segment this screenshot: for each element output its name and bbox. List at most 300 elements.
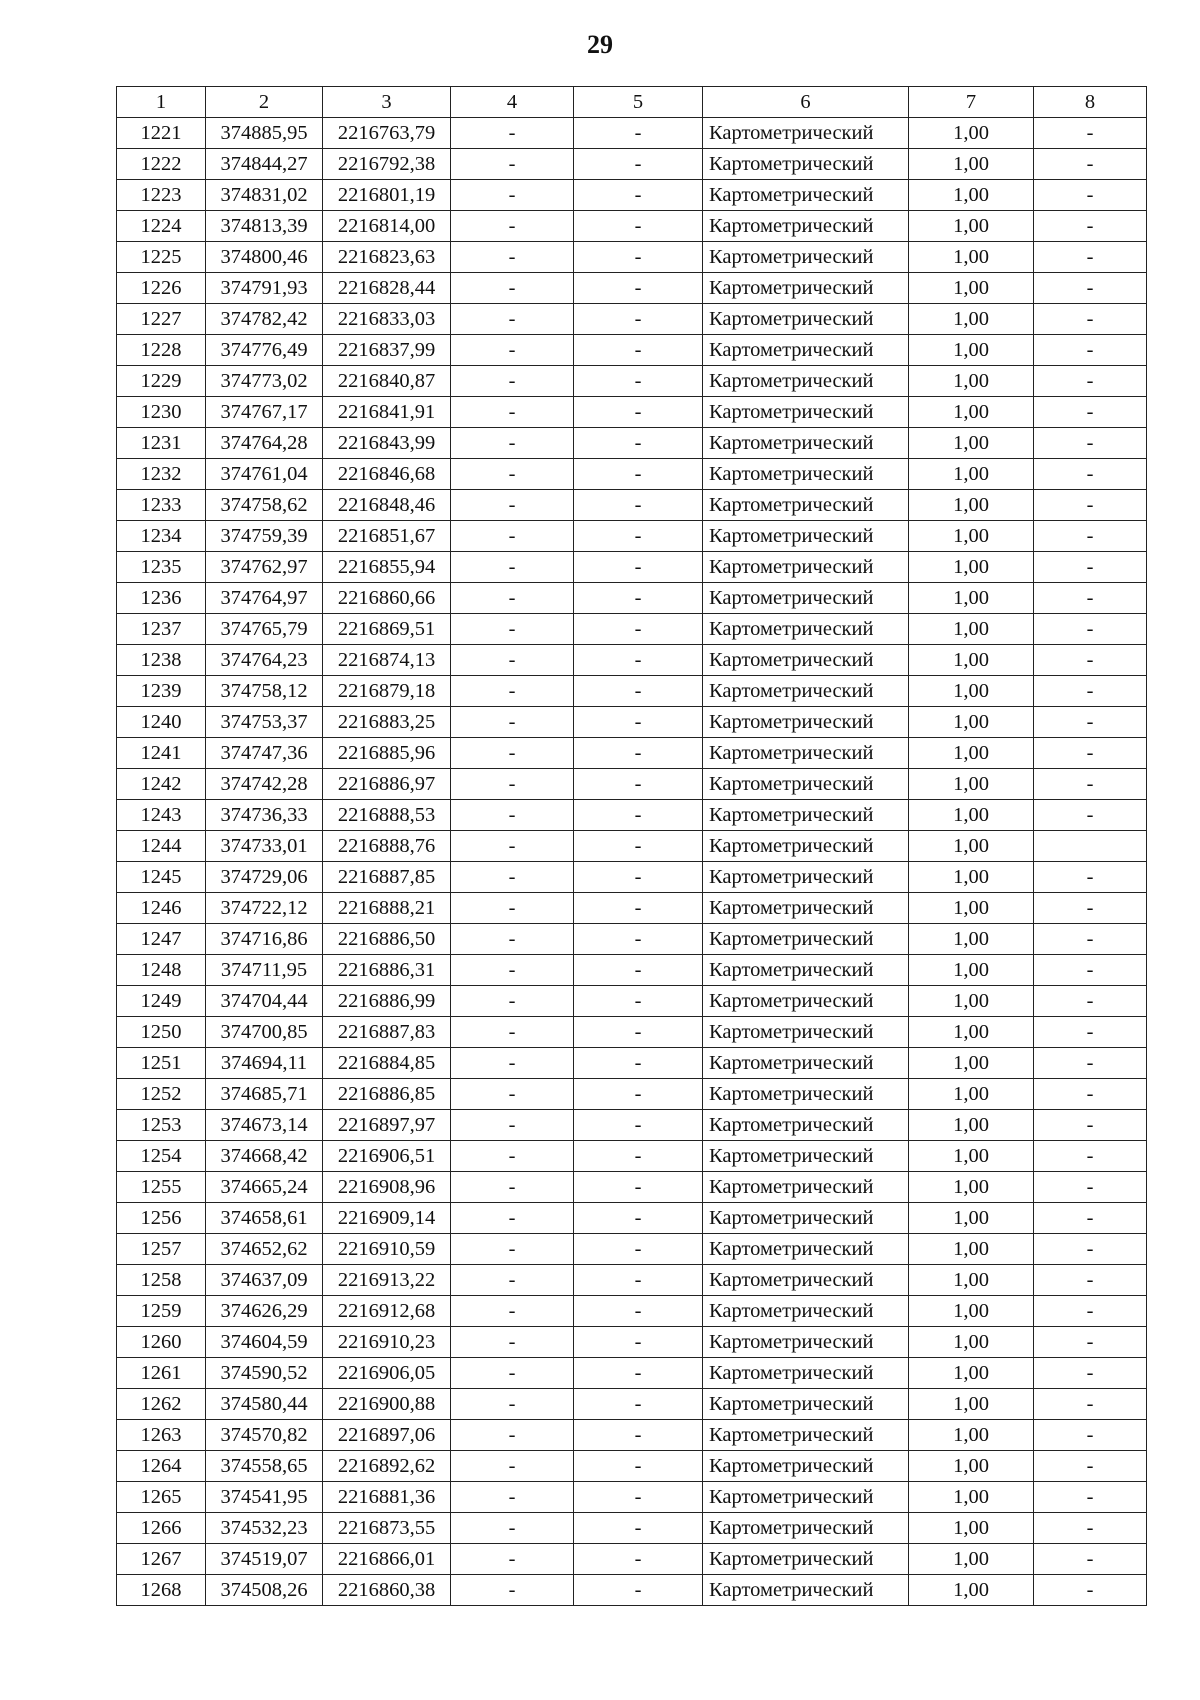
y-coordinate-cell: 2216814,00 [323, 211, 451, 242]
x-coordinate-cell: 374590,52 [206, 1358, 323, 1389]
accuracy-cell: 1,00 [909, 1234, 1034, 1265]
y-coordinate-cell: 2216823,63 [323, 242, 451, 273]
table-row [117, 304, 1147, 335]
y-coordinate-cell: 2216913,22 [323, 1265, 451, 1296]
table-row [117, 583, 1147, 614]
column-5-cell: - [574, 645, 703, 676]
x-coordinate-cell: 374541,95 [206, 1482, 323, 1513]
table-row [117, 211, 1147, 242]
point-number-cell: 1258 [117, 1265, 206, 1296]
column-8-cell: - [1034, 180, 1147, 211]
accuracy-cell: 1,00 [909, 552, 1034, 583]
y-coordinate-cell: 2216883,25 [323, 707, 451, 738]
column-5-cell: - [574, 521, 703, 552]
table-row [117, 1575, 1147, 1606]
column-header-5: 5 [574, 87, 703, 118]
point-number-cell: 1233 [117, 490, 206, 521]
method-cell: Картометрический [703, 1389, 909, 1420]
table-row [117, 180, 1147, 211]
accuracy-cell: 1,00 [909, 1358, 1034, 1389]
column-5-cell: - [574, 490, 703, 521]
y-coordinate-cell: 2216833,03 [323, 304, 451, 335]
y-coordinate-cell: 2216886,99 [323, 986, 451, 1017]
x-coordinate-cell: 374791,93 [206, 273, 323, 304]
point-number-cell: 1221 [117, 118, 206, 149]
column-8-cell: - [1034, 924, 1147, 955]
column-5-cell: - [574, 1079, 703, 1110]
x-coordinate-cell: 374758,12 [206, 676, 323, 707]
table-row [117, 552, 1147, 583]
method-cell: Картометрический [703, 800, 909, 831]
x-coordinate-cell: 374761,04 [206, 459, 323, 490]
column-5-cell: - [574, 1575, 703, 1606]
table-row [117, 1451, 1147, 1482]
table-row [117, 1172, 1147, 1203]
y-coordinate-cell: 2216848,46 [323, 490, 451, 521]
column-8-cell: - [1034, 707, 1147, 738]
point-number-cell: 1247 [117, 924, 206, 955]
method-cell: Картометрический [703, 335, 909, 366]
y-coordinate-cell: 2216886,50 [323, 924, 451, 955]
point-number-cell: 1263 [117, 1420, 206, 1451]
point-number-cell: 1245 [117, 862, 206, 893]
column-5-cell: - [574, 800, 703, 831]
method-cell: Картометрический [703, 583, 909, 614]
column-4-cell: - [451, 242, 574, 273]
column-8-cell: - [1034, 1110, 1147, 1141]
y-coordinate-cell: 2216846,68 [323, 459, 451, 490]
x-coordinate-cell: 374733,01 [206, 831, 323, 862]
y-coordinate-cell: 2216841,91 [323, 397, 451, 428]
method-cell: Картометрический [703, 211, 909, 242]
y-coordinate-cell: 2216801,19 [323, 180, 451, 211]
column-4-cell: - [451, 676, 574, 707]
x-coordinate-cell: 374800,46 [206, 242, 323, 273]
x-coordinate-cell: 374747,36 [206, 738, 323, 769]
column-8-cell: - [1034, 1420, 1147, 1451]
method-cell: Картометрический [703, 552, 909, 583]
point-number-cell: 1265 [117, 1482, 206, 1513]
column-8-cell: - [1034, 893, 1147, 924]
point-number-cell: 1229 [117, 366, 206, 397]
column-4-cell: - [451, 1451, 574, 1482]
accuracy-cell: 1,00 [909, 645, 1034, 676]
y-coordinate-cell: 2216888,53 [323, 800, 451, 831]
column-5-cell: - [574, 273, 703, 304]
y-coordinate-cell: 2216879,18 [323, 676, 451, 707]
column-4-cell: - [451, 521, 574, 552]
x-coordinate-cell: 374776,49 [206, 335, 323, 366]
column-4-cell: - [451, 118, 574, 149]
column-5-cell: - [574, 583, 703, 614]
method-cell: Картометрический [703, 1265, 909, 1296]
column-8-cell: - [1034, 676, 1147, 707]
point-number-cell: 1242 [117, 769, 206, 800]
column-8-cell: - [1034, 521, 1147, 552]
y-coordinate-cell: 2216892,62 [323, 1451, 451, 1482]
table-row [117, 1358, 1147, 1389]
column-5-cell: - [574, 769, 703, 800]
accuracy-cell: 1,00 [909, 1110, 1034, 1141]
x-coordinate-cell: 374885,95 [206, 118, 323, 149]
column-5-cell: - [574, 1420, 703, 1451]
accuracy-cell: 1,00 [909, 1017, 1034, 1048]
point-number-cell: 1244 [117, 831, 206, 862]
column-header-3: 3 [323, 87, 451, 118]
column-4-cell: - [451, 335, 574, 366]
accuracy-cell: 1,00 [909, 893, 1034, 924]
column-4-cell: - [451, 1079, 574, 1110]
y-coordinate-cell: 2216843,99 [323, 428, 451, 459]
method-cell: Картометрический [703, 242, 909, 273]
accuracy-cell: 1,00 [909, 583, 1034, 614]
header-row [117, 87, 1147, 118]
x-coordinate-cell: 374652,62 [206, 1234, 323, 1265]
table-row [117, 335, 1147, 366]
column-5-cell: - [574, 1358, 703, 1389]
method-cell: Картометрический [703, 924, 909, 955]
column-8-cell: - [1034, 366, 1147, 397]
method-cell: Картометрический [703, 1451, 909, 1482]
y-coordinate-cell: 2216886,97 [323, 769, 451, 800]
table-row [117, 955, 1147, 986]
column-4-cell: - [451, 1389, 574, 1420]
column-8-cell: - [1034, 955, 1147, 986]
y-coordinate-cell: 2216886,31 [323, 955, 451, 986]
x-coordinate-cell: 374758,62 [206, 490, 323, 521]
accuracy-cell: 1,00 [909, 707, 1034, 738]
column-4-cell: - [451, 1296, 574, 1327]
y-coordinate-cell: 2216912,68 [323, 1296, 451, 1327]
accuracy-cell: 1,00 [909, 800, 1034, 831]
y-coordinate-cell: 2216906,05 [323, 1358, 451, 1389]
table-row [117, 490, 1147, 521]
x-coordinate-cell: 374711,95 [206, 955, 323, 986]
x-coordinate-cell: 374716,86 [206, 924, 323, 955]
column-4-cell: - [451, 738, 574, 769]
point-number-cell: 1260 [117, 1327, 206, 1358]
point-number-cell: 1250 [117, 1017, 206, 1048]
column-8-cell: - [1034, 242, 1147, 273]
y-coordinate-cell: 2216888,21 [323, 893, 451, 924]
column-8-cell: - [1034, 149, 1147, 180]
method-cell: Картометрический [703, 1048, 909, 1079]
accuracy-cell: 1,00 [909, 1079, 1034, 1110]
point-number-cell: 1248 [117, 955, 206, 986]
x-coordinate-cell: 374722,12 [206, 893, 323, 924]
table-row [117, 459, 1147, 490]
column-4-cell: - [451, 397, 574, 428]
table-row [117, 1420, 1147, 1451]
column-4-cell: - [451, 955, 574, 986]
accuracy-cell: 1,00 [909, 428, 1034, 459]
method-cell: Картометрический [703, 1544, 909, 1575]
y-coordinate-cell: 2216792,38 [323, 149, 451, 180]
table-row [117, 862, 1147, 893]
column-4-cell: - [451, 1141, 574, 1172]
column-8-cell: - [1034, 769, 1147, 800]
column-5-cell: - [574, 180, 703, 211]
method-cell: Картометрический [703, 738, 909, 769]
accuracy-cell: 1,00 [909, 211, 1034, 242]
method-cell: Картометрический [703, 1203, 909, 1234]
accuracy-cell: 1,00 [909, 1203, 1034, 1234]
point-number-cell: 1226 [117, 273, 206, 304]
y-coordinate-cell: 2216884,85 [323, 1048, 451, 1079]
accuracy-cell: 1,00 [909, 831, 1034, 862]
x-coordinate-cell: 374759,39 [206, 521, 323, 552]
coordinates-table [116, 86, 1147, 1606]
column-5-cell: - [574, 118, 703, 149]
y-coordinate-cell: 2216887,83 [323, 1017, 451, 1048]
y-coordinate-cell: 2216909,14 [323, 1203, 451, 1234]
column-header-2: 2 [206, 87, 323, 118]
point-number-cell: 1261 [117, 1358, 206, 1389]
column-8-cell: - [1034, 1389, 1147, 1420]
point-number-cell: 1259 [117, 1296, 206, 1327]
method-cell: Картометрический [703, 614, 909, 645]
column-5-cell: - [574, 335, 703, 366]
column-5-cell: - [574, 304, 703, 335]
column-4-cell: - [451, 831, 574, 862]
method-cell: Картометрический [703, 831, 909, 862]
accuracy-cell: 1,00 [909, 1327, 1034, 1358]
x-coordinate-cell: 374765,79 [206, 614, 323, 645]
accuracy-cell: 1,00 [909, 1172, 1034, 1203]
column-5-cell: - [574, 1048, 703, 1079]
page-number: 29 [587, 30, 613, 59]
column-5-cell: - [574, 831, 703, 862]
column-4-cell: - [451, 986, 574, 1017]
accuracy-cell: 1,00 [909, 924, 1034, 955]
point-number-cell: 1235 [117, 552, 206, 583]
x-coordinate-cell: 374532,23 [206, 1513, 323, 1544]
column-4-cell: - [451, 304, 574, 335]
method-cell: Картометрический [703, 1296, 909, 1327]
y-coordinate-cell: 2216860,38 [323, 1575, 451, 1606]
column-8-cell: - [1034, 1203, 1147, 1234]
column-8-cell: - [1034, 1451, 1147, 1482]
column-8-cell: - [1034, 1141, 1147, 1172]
x-coordinate-cell: 374665,24 [206, 1172, 323, 1203]
point-number-cell: 1239 [117, 676, 206, 707]
y-coordinate-cell: 2216874,13 [323, 645, 451, 676]
x-coordinate-cell: 374673,14 [206, 1110, 323, 1141]
x-coordinate-cell: 374729,06 [206, 862, 323, 893]
column-8-cell: - [1034, 211, 1147, 242]
method-cell: Картометрический [703, 1079, 909, 1110]
column-5-cell: - [574, 242, 703, 273]
accuracy-cell: 1,00 [909, 769, 1034, 800]
method-cell: Картометрический [703, 273, 909, 304]
table-row [117, 242, 1147, 273]
table-row [117, 769, 1147, 800]
column-5-cell: - [574, 1141, 703, 1172]
accuracy-cell: 1,00 [909, 862, 1034, 893]
column-5-cell: - [574, 1451, 703, 1482]
point-number-cell: 1222 [117, 149, 206, 180]
column-5-cell: - [574, 1172, 703, 1203]
x-coordinate-cell: 374668,42 [206, 1141, 323, 1172]
column-4-cell: - [451, 769, 574, 800]
point-number-cell: 1231 [117, 428, 206, 459]
y-coordinate-cell: 2216855,94 [323, 552, 451, 583]
accuracy-cell: 1,00 [909, 490, 1034, 521]
column-4-cell: - [451, 1420, 574, 1451]
column-8-cell: - [1034, 1296, 1147, 1327]
method-cell: Картометрический [703, 1172, 909, 1203]
column-5-cell: - [574, 1296, 703, 1327]
table-row [117, 800, 1147, 831]
y-coordinate-cell: 2216860,66 [323, 583, 451, 614]
accuracy-cell: 1,00 [909, 676, 1034, 707]
point-number-cell: 1240 [117, 707, 206, 738]
y-coordinate-cell: 2216888,76 [323, 831, 451, 862]
column-8-cell: - [1034, 738, 1147, 769]
point-number-cell: 1254 [117, 1141, 206, 1172]
accuracy-cell: 1,00 [909, 118, 1034, 149]
point-number-cell: 1228 [117, 335, 206, 366]
x-coordinate-cell: 374570,82 [206, 1420, 323, 1451]
method-cell: Картометрический [703, 1420, 909, 1451]
column-8-cell: - [1034, 1358, 1147, 1389]
point-number-cell: 1262 [117, 1389, 206, 1420]
column-4-cell: - [451, 428, 574, 459]
x-coordinate-cell: 374704,44 [206, 986, 323, 1017]
column-4-cell: - [451, 490, 574, 521]
point-number-cell: 1256 [117, 1203, 206, 1234]
y-coordinate-cell: 2216866,01 [323, 1544, 451, 1575]
column-4-cell: - [451, 366, 574, 397]
column-4-cell: - [451, 180, 574, 211]
column-4-cell: - [451, 707, 574, 738]
point-number-cell: 1241 [117, 738, 206, 769]
accuracy-cell: 1,00 [909, 521, 1034, 552]
method-cell: Картометрический [703, 490, 909, 521]
column-5-cell: - [574, 1544, 703, 1575]
method-cell: Картометрический [703, 1327, 909, 1358]
column-4-cell: - [451, 1234, 574, 1265]
point-number-cell: 1267 [117, 1544, 206, 1575]
column-8-cell: - [1034, 645, 1147, 676]
table-row [117, 1234, 1147, 1265]
column-8-cell: - [1034, 986, 1147, 1017]
point-number-cell: 1249 [117, 986, 206, 1017]
table-row [117, 614, 1147, 645]
table-row [117, 1017, 1147, 1048]
column-5-cell: - [574, 1110, 703, 1141]
y-coordinate-cell: 2216910,23 [323, 1327, 451, 1358]
column-5-cell: - [574, 614, 703, 645]
column-8-cell: - [1034, 118, 1147, 149]
column-5-cell: - [574, 955, 703, 986]
point-number-cell: 1234 [117, 521, 206, 552]
method-cell: Картометрический [703, 955, 909, 986]
column-4-cell: - [451, 459, 574, 490]
y-coordinate-cell: 2216885,96 [323, 738, 451, 769]
accuracy-cell: 1,00 [909, 1265, 1034, 1296]
method-cell: Картометрический [703, 707, 909, 738]
accuracy-cell: 1,00 [909, 1482, 1034, 1513]
x-coordinate-cell: 374813,39 [206, 211, 323, 242]
accuracy-cell: 1,00 [909, 1451, 1034, 1482]
column-5-cell: - [574, 986, 703, 1017]
column-5-cell: - [574, 676, 703, 707]
column-8-cell: - [1034, 583, 1147, 614]
table-row [117, 707, 1147, 738]
column-8-cell: - [1034, 1017, 1147, 1048]
accuracy-cell: 1,00 [909, 366, 1034, 397]
table-row [117, 1141, 1147, 1172]
table-row [117, 1265, 1147, 1296]
table-row [117, 1482, 1147, 1513]
point-number-cell: 1255 [117, 1172, 206, 1203]
accuracy-cell: 1,00 [909, 242, 1034, 273]
column-header-8: 8 [1034, 87, 1147, 118]
method-cell: Картометрический [703, 893, 909, 924]
y-coordinate-cell: 2216869,51 [323, 614, 451, 645]
point-number-cell: 1238 [117, 645, 206, 676]
method-cell: Картометрический [703, 118, 909, 149]
table-row [117, 986, 1147, 1017]
column-5-cell: - [574, 862, 703, 893]
column-header-6: 6 [703, 87, 909, 118]
column-5-cell: - [574, 552, 703, 583]
column-4-cell: - [451, 1203, 574, 1234]
column-4-cell: - [451, 1172, 574, 1203]
column-8-cell: - [1034, 304, 1147, 335]
column-5-cell: - [574, 366, 703, 397]
method-cell: Картометрический [703, 459, 909, 490]
table-row [117, 1389, 1147, 1420]
table-row [117, 645, 1147, 676]
x-coordinate-cell: 374762,97 [206, 552, 323, 583]
x-coordinate-cell: 374844,27 [206, 149, 323, 180]
point-number-cell: 1225 [117, 242, 206, 273]
accuracy-cell: 1,00 [909, 1048, 1034, 1079]
x-coordinate-cell: 374764,23 [206, 645, 323, 676]
point-number-cell: 1224 [117, 211, 206, 242]
x-coordinate-cell: 374700,85 [206, 1017, 323, 1048]
table-row [117, 1544, 1147, 1575]
column-8-cell: - [1034, 397, 1147, 428]
column-5-cell: - [574, 893, 703, 924]
point-number-cell: 1266 [117, 1513, 206, 1544]
table-row [117, 521, 1147, 552]
column-8-cell: - [1034, 1575, 1147, 1606]
y-coordinate-cell: 2216881,36 [323, 1482, 451, 1513]
point-number-cell: 1264 [117, 1451, 206, 1482]
point-number-cell: 1246 [117, 893, 206, 924]
table-row [117, 1327, 1147, 1358]
column-5-cell: - [574, 459, 703, 490]
table-row [117, 273, 1147, 304]
accuracy-cell: 1,00 [909, 459, 1034, 490]
column-4-cell: - [451, 1358, 574, 1389]
y-coordinate-cell: 2216897,97 [323, 1110, 451, 1141]
y-coordinate-cell: 2216763,79 [323, 118, 451, 149]
x-coordinate-cell: 374742,28 [206, 769, 323, 800]
y-coordinate-cell: 2216900,88 [323, 1389, 451, 1420]
column-8-cell: - [1034, 428, 1147, 459]
column-4-cell: - [451, 1544, 574, 1575]
y-coordinate-cell: 2216897,06 [323, 1420, 451, 1451]
accuracy-cell: 1,00 [909, 1420, 1034, 1451]
column-5-cell: - [574, 1389, 703, 1420]
column-8-cell: - [1034, 1265, 1147, 1296]
accuracy-cell: 1,00 [909, 1575, 1034, 1606]
column-8-cell: - [1034, 1513, 1147, 1544]
